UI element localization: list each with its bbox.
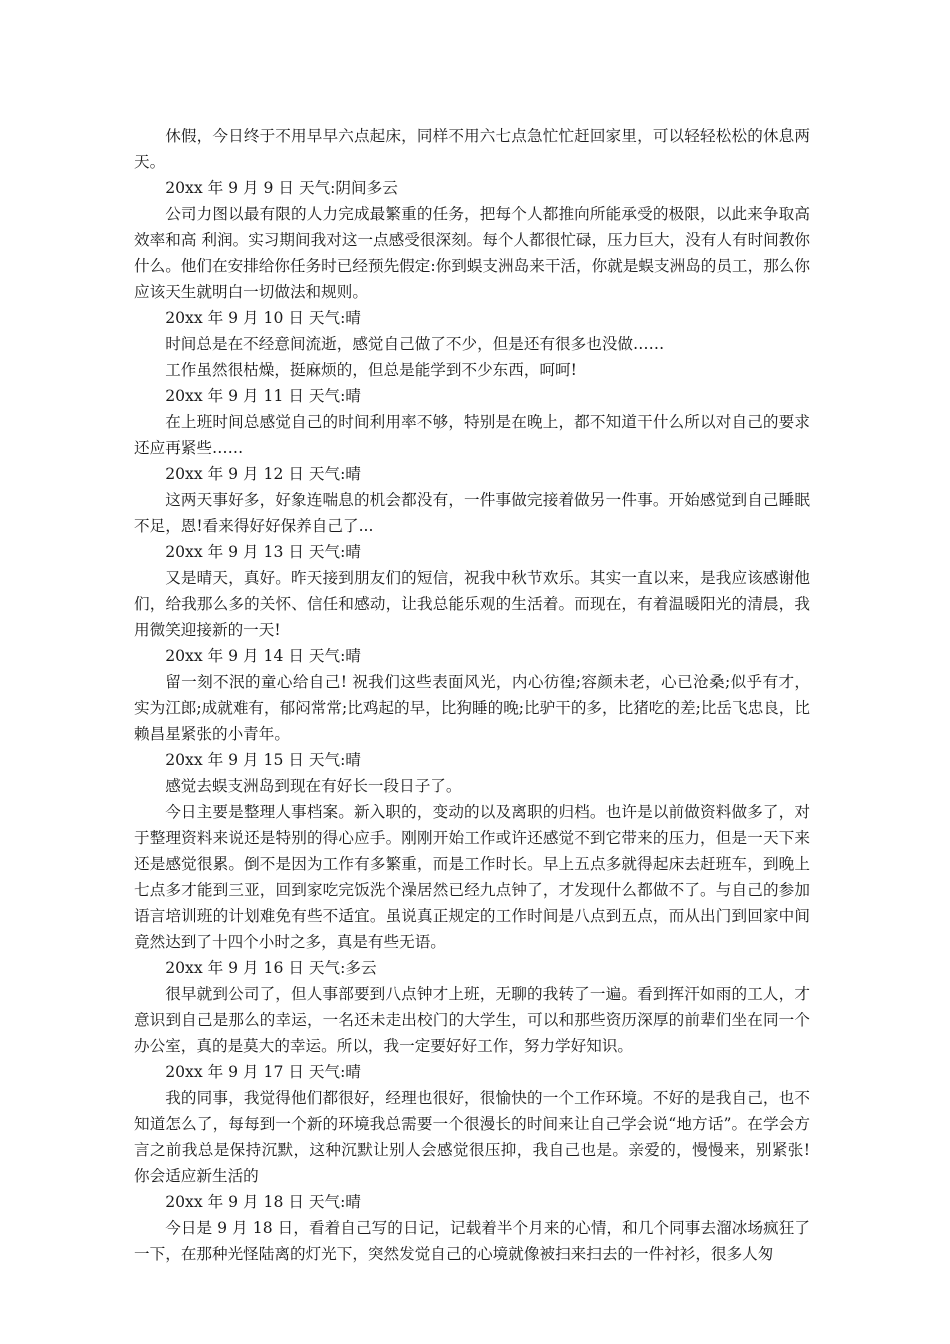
paragraph: 公司力图以最有限的人力完成最繁重的任务，把每个人都推向所能承受的极限，以此来争取高效率和高 利润。实习期间我对这一点感受很深刻。每个人都很忙碌，压力巨大，没有人有时间教你什么。他们在安排给你任务时已经预先假定:你到蜈支洲岛来干活，你就是蜈支洲岛的员工，那么你应该天生就明白一切做法和规则。 [134,205,810,301]
diary-date-line: 20xx 年 9 月 16 日 天气:多云 [165,959,377,977]
paragraph: 工作虽然很枯燥，挺麻烦的，但总是能学到不少东西，呵呵! [165,361,577,379]
paragraph: 这两天事好多，好象连喘息的机会都没有，一件事做完接着做另一件事。开始感觉到自己睡眠不足，恩!看来得好好保养自己了... [134,491,810,535]
paragraph: 今日是 9 月 18 日，看着自己写的日记，记载着半个月来的心情，和几个同事去溜冰场疯狂了一下，在那种光怪陆离的灯光下，突然发觉自己的心境就像被扫来扫去的一件衬衫，很多人匆 [134,1219,810,1263]
diary-date-line: 20xx 年 9 月 15 日 天气:晴 [165,751,361,769]
paragraph: 在上班时间总感觉自己的时间利用率不够，特别是在晚上，都不知道干什么所以对自己的要求还应再紧些…… [134,413,810,457]
paragraph: 我的同事，我觉得他们都很好，经理也很好，很愉快的一个工作环境。不好的是我自己，也不知道怎么了，每每到一个新的环境我总需要一个很漫长的时间来让自己学会说“地方话”。在学会方言之前我总是保持沉默，这种沉默让别人会感觉很压抑，我自己也是。亲爱的，慢慢来，别紧张!你会适应新生活的 [134,1089,810,1185]
document-body [134,123,810,1267]
diary-date-line: 20xx 年 9 月 11 日 天气:晴 [165,387,361,405]
diary-date-line: 20xx 年 9 月 17 日 天气:晴 [165,1063,361,1081]
paragraph: 今日主要是整理人事档案。新入职的，变动的以及离职的归档。也许是以前做资料做多了，对于整理资料来说还是特别的得心应手。刚刚开始工作或许还感觉不到它带来的压力，但是一天下来还是感觉很累。倒不是因为工作有多繁重，而是工作时长。早上五点多就得起床去赶班车，到晚上七点多才能到三亚，回到家吃完饭洗个澡居然已经九点钟了，才发现什么都做不了。与自己的参加语言培训班的计划难免有些不适宜。虽说真正规定的工作时间是八点到五点，而从出门到回家中间竟然达到了十四个小时之多，真是有些无语。 [134,803,810,951]
paragraph: 留一刻不泯的童心给自己! 祝我们这些表面风光，内心彷徨;容颜未老，心已沧桑;似乎有才，实为江郎;成就难有，郁闷常常;比鸡起的早，比狗睡的晚;比驴干的多，比猪吃的差;比岳飞忠良，比赖昌星紧张的小青年。 [134,673,810,743]
diary-date-line: 20xx 年 9 月 18 日 天气:晴 [165,1193,361,1211]
paragraph: 很早就到公司了，但人事部要到八点钟才上班，无聊的我转了一遍。看到挥汗如雨的工人，才意识到自己是那么的幸运，一名还未走出校门的大学生，可以和那些资历深厚的前辈们坐在同一个办公室，真的是莫大的幸运。所以，我一定要好好工作，努力学好知识。 [134,985,810,1055]
diary-date-line: 20xx 年 9 月 9 日 天气:阴间多云 [165,179,398,197]
diary-date-line: 20xx 年 9 月 14 日 天气:晴 [165,647,361,665]
paragraph: 休假，今日终于不用早早六点起床，同样不用六七点急忙忙赶回家里，可以轻轻松松的休息两天。 [134,127,810,171]
diary-date-line: 20xx 年 9 月 12 日 天气:晴 [165,465,361,483]
paragraph: 时间总是在不经意间流逝，感觉自己做了不少，但是还有很多也没做…… [165,335,665,353]
paragraph: 又是晴天，真好。昨天接到朋友们的短信，祝我中秋节欢乐。其实一直以来，是我应该感谢他们，给我那么多的关怀、信任和感动，让我总能乐观的生活着。而现在，有着温暖阳光的清晨，我用微笑迎接新的一天! [134,569,810,639]
diary-date-line: 20xx 年 9 月 13 日 天气:晴 [165,543,361,561]
diary-date-line: 20xx 年 9 月 10 日 天气:晴 [165,309,361,327]
paragraph: 感觉去蜈支洲岛到现在有好长一段日子了。 [165,777,462,795]
